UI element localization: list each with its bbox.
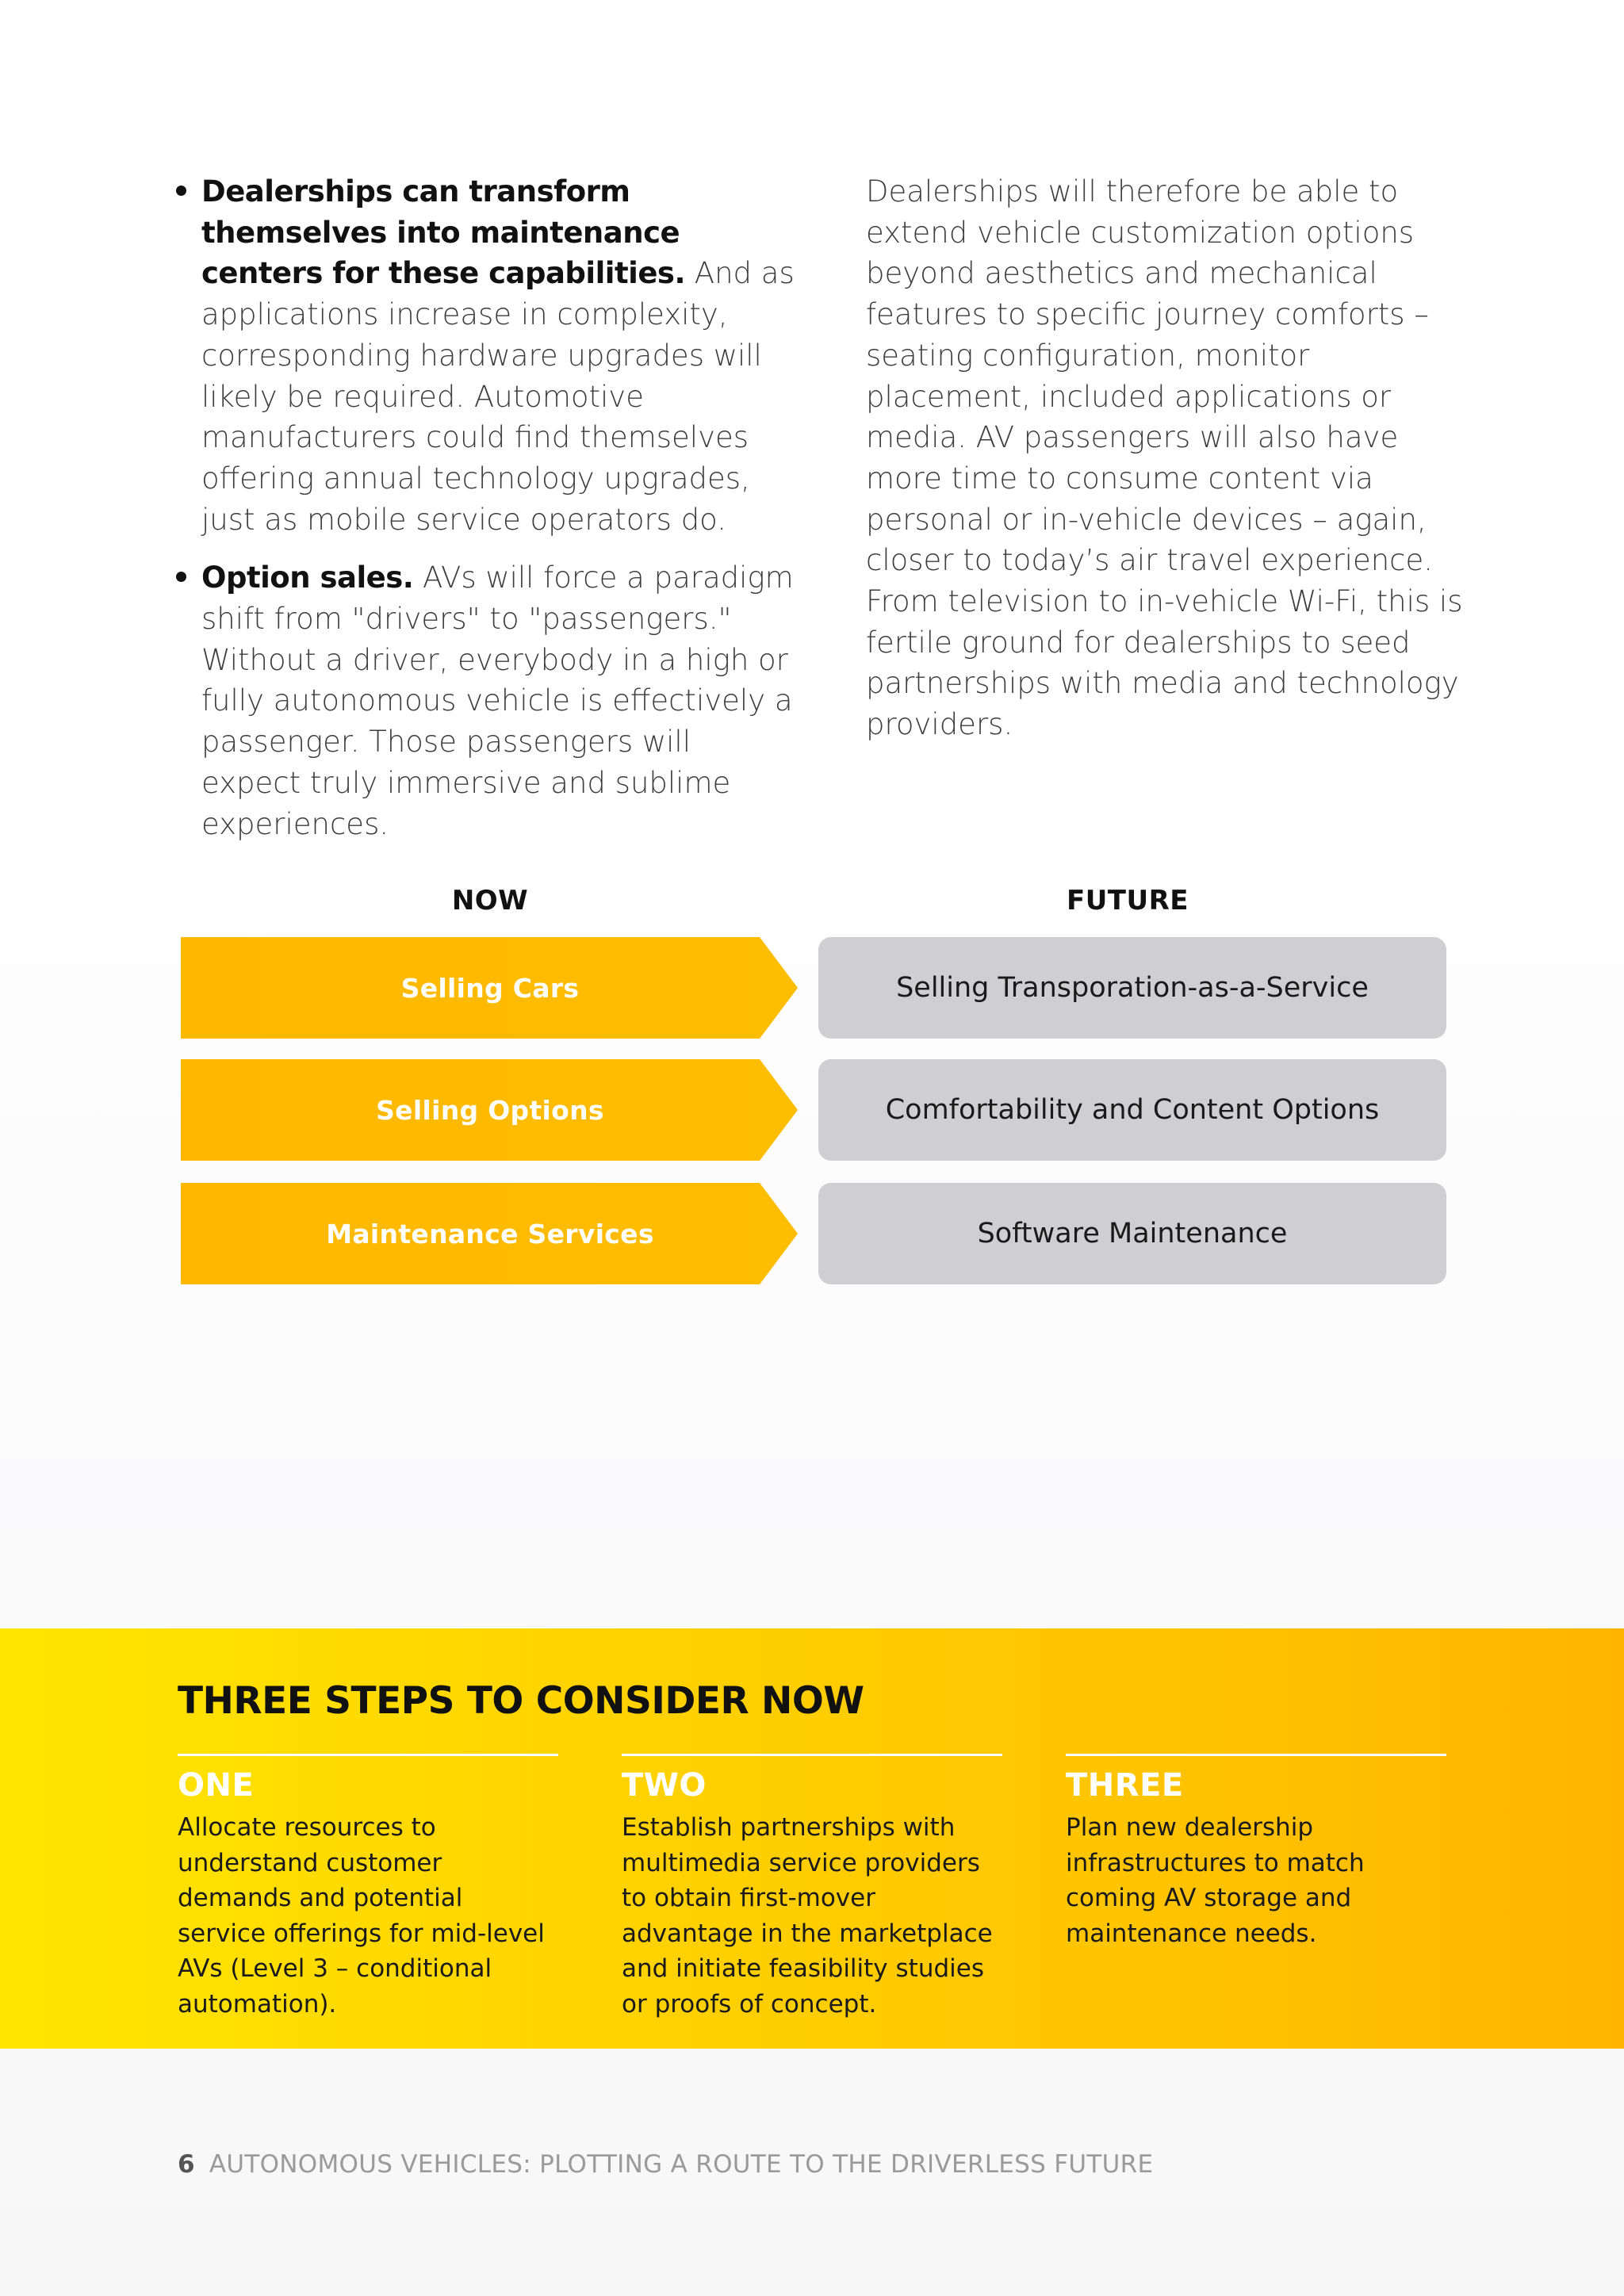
now-arrow-selling-cars xyxy=(181,937,798,1039)
arrow-label: Selling Options xyxy=(376,1094,604,1126)
bullet-body: And as applications increase in complexity, corresponding hardware upgrades will likely be required. Automotive manufacturers could find themselves offering annual technology upgrades, just as mobile service operators do. xyxy=(201,256,795,537)
step-text: Plan new dealership infrastructures to match coming AV storage and maintenance needs. xyxy=(1066,1813,1365,1948)
step-divider xyxy=(622,1754,1002,1756)
future-box-transportation-service: Selling Transporation-as-a-Service xyxy=(818,937,1446,1039)
left-text-column xyxy=(176,171,795,862)
future-box-software-maintenance: Software Maintenance xyxy=(818,1183,1446,1284)
bullet-option-sales xyxy=(176,557,795,844)
bullet-body: AVs will force a paradigm shift from "drivers" to "passengers." Without a driver, everybody in a high or fully autonomous vehicle is effectively a passenger. Those passengers will expect truly immersive and sublime experiences. xyxy=(201,561,794,841)
bullet-bold-lead: Dealerships can transform themselves into maintenance centers for these capabilities. xyxy=(201,174,685,291)
arrow-label: Selling Cars xyxy=(400,972,580,1004)
bullet-dot xyxy=(176,186,186,196)
now-header: NOW xyxy=(451,885,529,916)
now-arrow-selling-options xyxy=(181,1059,798,1161)
future-header: FUTURE xyxy=(1066,885,1189,916)
step-text: Establish partnerships with multimedia service providers to obtain first-mover advantage in the marketplace and initiate feasibility studies or proofs of concept. xyxy=(622,1813,993,2019)
step-number: THREE xyxy=(1066,1767,1184,1804)
step-divider xyxy=(1066,1754,1446,1756)
step-three xyxy=(1066,1754,1446,1951)
step-two xyxy=(622,1754,1002,2022)
step-number: ONE xyxy=(178,1767,255,1804)
step-one xyxy=(178,1754,558,2022)
page-number: 6 xyxy=(178,2150,195,2179)
step-number: TWO xyxy=(622,1767,707,1804)
bullet-dot xyxy=(176,572,186,582)
now-arrow-maintenance-services xyxy=(181,1183,798,1284)
step-divider xyxy=(178,1754,558,1756)
bullet-maintenance-centers xyxy=(176,171,795,540)
page-footer xyxy=(178,2150,1153,2179)
right-text-column xyxy=(866,171,1469,745)
document-title: AUTONOMOUS VEHICLES: PLOTTING A ROUTE TO THE DRIVERLESS FUTURE xyxy=(209,2150,1154,2179)
step-text: Allocate resources to understand customer demands and potential service offerings for mid-level AVs (Level 3 – conditional automation). xyxy=(178,1813,545,2019)
steps-title: THREE STEPS TO CONSIDER NOW xyxy=(178,1679,864,1723)
arrow-label: Maintenance Services xyxy=(326,1218,654,1249)
body-paragraph: Dealerships will therefore be able to extend vehicle customization options beyond aesthetics and mechanical features to specific journey comforts – seating configuration, monitor placement, included applications or media. AV passengers will also have more time to consume content via personal or in-vehicle devices – again, closer to today’s air travel experience. From television to in-vehicle Wi-Fi, this is fertile ground for dealerships to seed partnerships with media and technology providers. xyxy=(866,174,1463,742)
future-box-content-options: Comfortability and Content Options xyxy=(818,1059,1446,1161)
bullet-bold-lead: Option sales. xyxy=(201,561,414,595)
